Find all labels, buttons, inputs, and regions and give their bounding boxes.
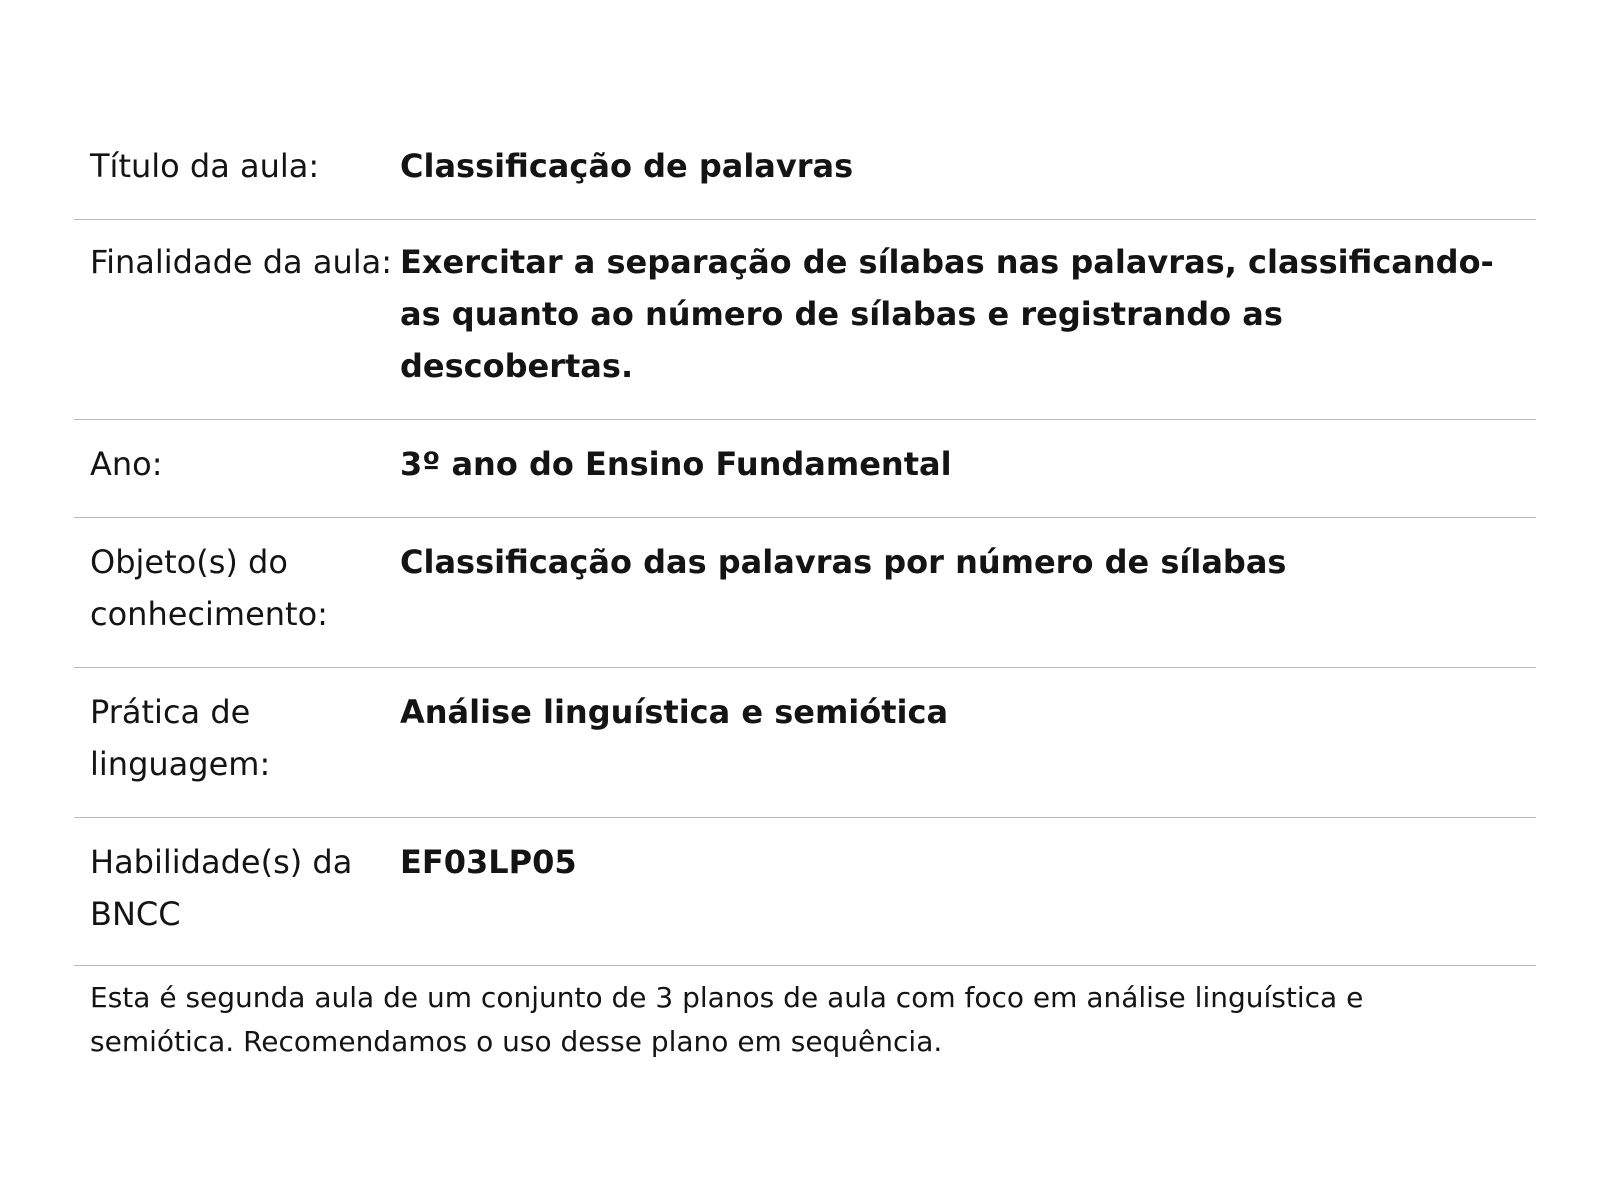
- row-value-objeto: Classificação das palavras por número de sílabas: [400, 543, 1287, 581]
- row-titulo: [74, 122, 1536, 220]
- row-label-titulo: Título da aula:: [90, 147, 320, 185]
- row-value-finalidade: Exercitar a separação de sílabas nas palavras, classificando-as quanto ao número de sílabas e registrando as descobertas.: [400, 243, 1494, 385]
- row-finalidade: [74, 220, 1536, 420]
- row-label-ano: Ano:: [90, 445, 163, 483]
- row-label-habilidade: Habilidade(s) da BNCC: [90, 843, 353, 933]
- row-label-pratica: Prática de linguagem:: [90, 693, 271, 783]
- row-pratica: [74, 668, 1536, 818]
- row-ano: [74, 420, 1536, 518]
- row-value-pratica: Análise linguística e semiótica: [400, 693, 949, 731]
- sequence-note: Esta é segunda aula de um conjunto de 3 planos de aula com foco em análise linguística e semiótica. Recomendamos o uso desse plano em sequência.: [90, 981, 1364, 1058]
- lesson-info-table: [74, 122, 1536, 966]
- row-label-finalidade: Finalidade da aula:: [90, 243, 392, 281]
- row-habilidade: [74, 818, 1536, 966]
- row-value-titulo: Classificação de palavras: [400, 147, 854, 185]
- row-value-ano: 3º ano do Ensino Fundamental: [400, 445, 952, 483]
- row-value-habilidade: EF03LP05: [400, 843, 577, 881]
- row-objeto: [74, 518, 1536, 668]
- row-label-objeto: Objeto(s) do conhecimento:: [90, 543, 328, 633]
